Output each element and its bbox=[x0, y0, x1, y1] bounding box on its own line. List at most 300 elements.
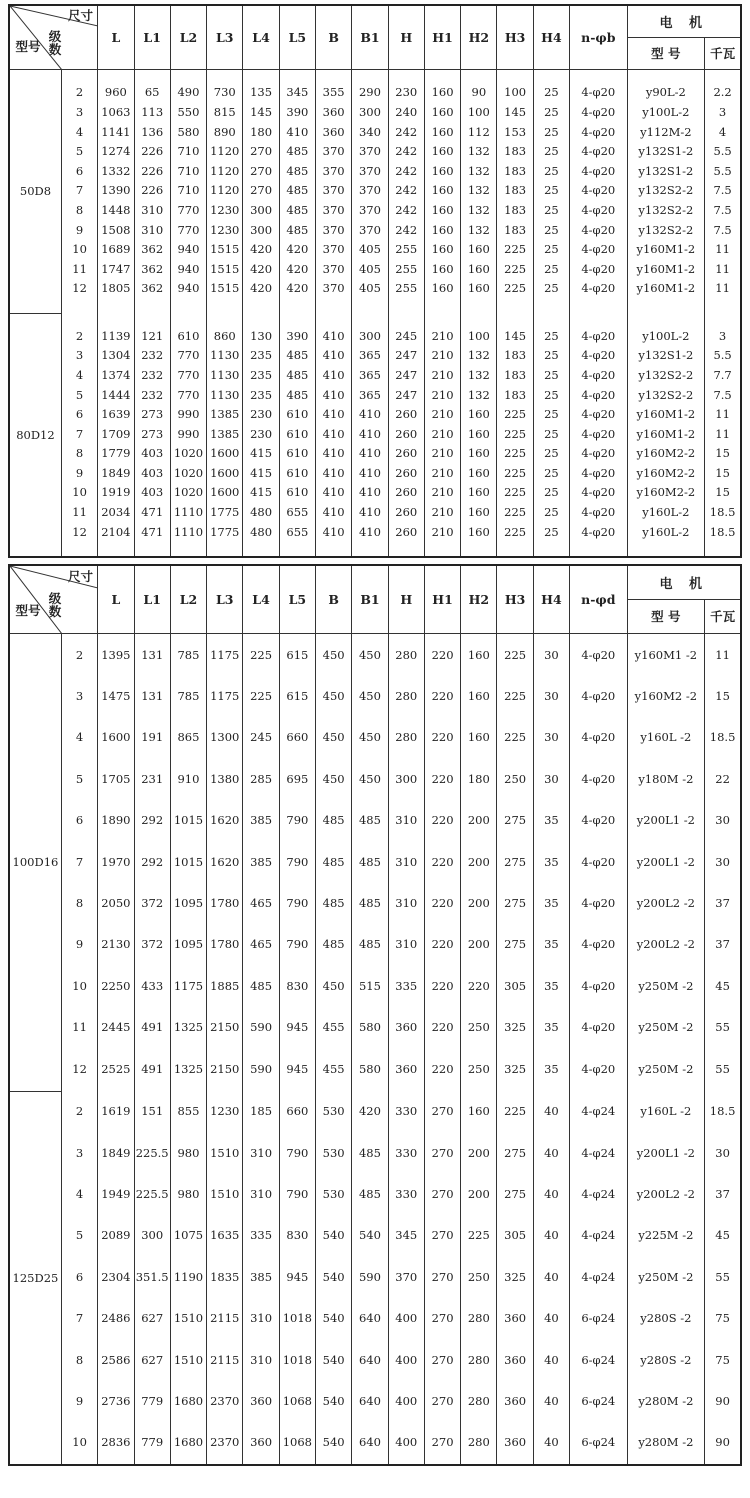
table-cell: y160M2-2 bbox=[636, 446, 696, 461]
table-cell: 183 bbox=[504, 387, 527, 402]
b1-column bbox=[352, 1091, 388, 1465]
table-cell: 255 bbox=[395, 261, 418, 276]
table-cell: 2.2 bbox=[713, 85, 732, 100]
table-cell: 210 bbox=[431, 387, 454, 402]
table-cell: 450 bbox=[322, 688, 345, 703]
table-cell: 450 bbox=[358, 730, 381, 745]
table-cell: 11 bbox=[715, 426, 730, 441]
table-cell: 330 bbox=[395, 1104, 418, 1119]
table-cell: y200L2 -2 bbox=[636, 1186, 695, 1201]
table-cell: 390 bbox=[286, 328, 309, 343]
table-cell: 1020 bbox=[173, 465, 204, 480]
table-cell: 403 bbox=[141, 485, 164, 500]
table-cell: 65 bbox=[144, 85, 160, 100]
table-cell: 5 bbox=[75, 771, 84, 786]
table-cell: 360 bbox=[322, 124, 345, 139]
table-cell: 225 bbox=[504, 446, 527, 461]
table-cell: 4-φ20 bbox=[581, 1061, 616, 1076]
table-cell: 330 bbox=[395, 1186, 418, 1201]
table-cell: 5 bbox=[75, 387, 84, 402]
table-cell: 40 bbox=[544, 1269, 559, 1284]
table-cell: 1395 bbox=[101, 647, 131, 662]
l5-column bbox=[279, 313, 315, 557]
table-cell: 240 bbox=[395, 105, 418, 120]
table-cell: 515 bbox=[358, 978, 381, 993]
table-cell: 1775 bbox=[210, 524, 240, 539]
table-cell: 260 bbox=[395, 524, 418, 539]
table-cell: 1508 bbox=[101, 222, 131, 237]
table-cell: 35 bbox=[544, 1061, 559, 1076]
table-cell: 45 bbox=[715, 1228, 730, 1243]
table-cell: 410 bbox=[322, 407, 345, 422]
col-header-l2: L2 bbox=[170, 5, 206, 69]
table-cell: 351.5 bbox=[135, 1269, 169, 1284]
stages-column bbox=[61, 633, 97, 1091]
table-cell: 25 bbox=[544, 348, 559, 363]
table-cell: 210 bbox=[431, 505, 454, 520]
table-cell: 225 bbox=[504, 647, 527, 662]
table-cell: 90 bbox=[715, 1394, 730, 1409]
table-cell: y250M -2 bbox=[638, 1020, 694, 1035]
table-cell: 370 bbox=[358, 222, 381, 237]
table-cell: 335 bbox=[250, 1228, 273, 1243]
table-cell: 360 bbox=[395, 1061, 418, 1076]
table-cell: y180M -2 bbox=[638, 771, 694, 786]
table-cell: 410 bbox=[322, 446, 345, 461]
table-cell: 627 bbox=[141, 1352, 164, 1367]
table-cell: 9 bbox=[75, 222, 84, 237]
table-cell: 1018 bbox=[282, 1352, 312, 1367]
table-cell: 2115 bbox=[210, 1352, 240, 1367]
table-cell: 242 bbox=[395, 163, 418, 178]
table-cell: 230 bbox=[395, 85, 418, 100]
corner-stages-label: 级数 bbox=[48, 591, 62, 619]
table-cell: 530 bbox=[322, 1145, 345, 1160]
table-cell: 1849 bbox=[101, 465, 131, 480]
table-cell: 491 bbox=[141, 1020, 164, 1035]
table-cell: 485 bbox=[322, 937, 345, 952]
table-cell: 40 bbox=[544, 1145, 559, 1160]
table-cell: 4-φ24 bbox=[581, 1145, 616, 1160]
table-cell: 131 bbox=[141, 647, 164, 662]
table-cell: 37 bbox=[715, 895, 730, 910]
table-cell: 230 bbox=[250, 426, 273, 441]
table-cell: 100 bbox=[467, 328, 490, 343]
table-cell: 4-φ20 bbox=[581, 978, 616, 993]
table-cell: 225 bbox=[504, 407, 527, 422]
bolts-column bbox=[570, 633, 627, 1091]
table-cell: 9 bbox=[75, 937, 84, 952]
table-cell: 615 bbox=[286, 647, 309, 662]
table-cell: 3 bbox=[718, 105, 727, 120]
col-header-h3: H3 bbox=[497, 5, 533, 69]
table-cell: 360 bbox=[395, 1020, 418, 1035]
table-cell: 370 bbox=[322, 203, 345, 218]
l5-column bbox=[279, 633, 315, 1091]
table-cell: 235 bbox=[250, 367, 273, 382]
table-cell: 450 bbox=[322, 978, 345, 993]
table-cell: 485 bbox=[286, 163, 309, 178]
bolts-column bbox=[570, 1091, 627, 1465]
motor-header: 电 机 bbox=[627, 5, 741, 37]
table-cell: 160 bbox=[467, 407, 490, 422]
table-cell: 305 bbox=[504, 978, 527, 993]
table-cell: 183 bbox=[504, 183, 527, 198]
table-cell: 100 bbox=[467, 105, 490, 120]
table-cell: 183 bbox=[504, 367, 527, 382]
table-cell: 270 bbox=[431, 1104, 454, 1119]
table-cell: 433 bbox=[141, 978, 164, 993]
table-cell: 4-φ20 bbox=[581, 1020, 616, 1035]
table-cell: 25 bbox=[544, 407, 559, 422]
table-cell: 4 bbox=[75, 1186, 84, 1201]
table-cell: 225 bbox=[504, 1104, 527, 1119]
table-cell: 1139 bbox=[101, 328, 131, 343]
table-cell: y200L2 -2 bbox=[636, 895, 695, 910]
table-cell: 25 bbox=[544, 387, 559, 402]
table-cell: 410 bbox=[322, 348, 345, 363]
table-cell: 1015 bbox=[173, 854, 204, 869]
model-cell: 125D25 bbox=[9, 1091, 61, 1465]
table-cell: 590 bbox=[250, 1061, 273, 1076]
table-cell: 300 bbox=[395, 771, 418, 786]
l-column bbox=[98, 1091, 134, 1465]
table-cell: 990 bbox=[177, 426, 200, 441]
table-cell: 75 bbox=[715, 1352, 730, 1367]
table-cell: 25 bbox=[544, 426, 559, 441]
table-cell: 30 bbox=[715, 813, 730, 828]
spec-table-bottom bbox=[8, 564, 742, 1466]
table-cell: 8 bbox=[75, 446, 84, 461]
table-cell: 145 bbox=[504, 328, 527, 343]
table-cell: 160 bbox=[431, 261, 454, 276]
col-header-l4: L4 bbox=[243, 565, 279, 633]
col-header-l4: L4 bbox=[243, 5, 279, 69]
table-cell: 160 bbox=[467, 730, 490, 745]
l-column bbox=[98, 69, 134, 313]
table-cell: 191 bbox=[141, 730, 164, 745]
table-cell: 655 bbox=[286, 524, 309, 539]
table-cell: 410 bbox=[358, 485, 381, 500]
col-header-l: L bbox=[98, 565, 134, 633]
table-cell: 610 bbox=[177, 328, 200, 343]
table-cell: 4-φ20 bbox=[581, 895, 616, 910]
table-cell: 280 bbox=[395, 730, 418, 745]
table-cell: 1475 bbox=[101, 688, 131, 703]
table-cell: 11 bbox=[72, 1020, 87, 1035]
table-cell: 615 bbox=[286, 688, 309, 703]
table-cell: 270 bbox=[431, 1435, 454, 1450]
table-cell: 2050 bbox=[101, 895, 131, 910]
h3-column bbox=[497, 69, 533, 313]
table-cell: 1110 bbox=[173, 524, 204, 539]
table-cell: 4-φ20 bbox=[581, 387, 616, 402]
table-cell: 4-φ20 bbox=[581, 446, 616, 461]
table-cell: 160 bbox=[467, 242, 490, 257]
table-cell: 2836 bbox=[101, 1435, 131, 1450]
table-cell: 18.5 bbox=[709, 505, 736, 520]
l5-column bbox=[279, 1091, 315, 1465]
l2-column bbox=[170, 313, 206, 557]
h-column bbox=[388, 633, 424, 1091]
table-cell: 232 bbox=[141, 387, 164, 402]
col-header-h: H bbox=[388, 565, 424, 633]
table-cell: 640 bbox=[358, 1435, 381, 1450]
table-cell: 30 bbox=[544, 730, 559, 745]
table-cell: 4-φ20 bbox=[581, 771, 616, 786]
table-cell: 779 bbox=[141, 1394, 164, 1409]
table-cell: 11 bbox=[715, 407, 730, 422]
table-cell: 132 bbox=[467, 183, 490, 198]
model-cell: 50D8 bbox=[9, 69, 61, 313]
table-cell: 4 bbox=[75, 124, 84, 139]
table-cell: 18.5 bbox=[709, 1104, 736, 1119]
table-cell: 610 bbox=[286, 465, 309, 480]
table-cell: 270 bbox=[431, 1352, 454, 1367]
table-cell: 231 bbox=[141, 771, 164, 786]
table-cell: 160 bbox=[431, 222, 454, 237]
table-cell: 4 bbox=[75, 730, 84, 745]
table-cell: 660 bbox=[286, 1104, 309, 1119]
table-cell: 40 bbox=[544, 1228, 559, 1243]
table-cell: y132S2-2 bbox=[638, 367, 694, 382]
table-cell: 1325 bbox=[173, 1020, 204, 1035]
table-cell: 370 bbox=[322, 242, 345, 257]
table-cell: 225 bbox=[504, 465, 527, 480]
table-cell: 540 bbox=[322, 1435, 345, 1450]
table-cell: 9 bbox=[75, 1394, 84, 1409]
table-cell: 362 bbox=[141, 261, 164, 276]
col-header-b: B bbox=[316, 565, 352, 633]
table-cell: 9 bbox=[75, 465, 84, 480]
h-column bbox=[388, 313, 424, 557]
table-cell: 1068 bbox=[282, 1394, 312, 1409]
table-cell: 7 bbox=[75, 183, 84, 198]
table-cell: 410 bbox=[322, 465, 345, 480]
table-cell: 450 bbox=[358, 647, 381, 662]
table-cell: 485 bbox=[358, 813, 381, 828]
table-cell: 200 bbox=[467, 854, 490, 869]
motor-power-header: 千瓦 bbox=[705, 37, 741, 69]
table-cell: 40 bbox=[544, 1311, 559, 1326]
table-cell: 25 bbox=[544, 465, 559, 480]
table-cell: 485 bbox=[286, 387, 309, 402]
table-cell: 370 bbox=[358, 144, 381, 159]
table-cell: 385 bbox=[250, 854, 273, 869]
table-cell: 25 bbox=[544, 203, 559, 218]
table-cell: 790 bbox=[286, 895, 309, 910]
table-cell: 370 bbox=[322, 144, 345, 159]
table-cell: y90L-2 bbox=[645, 85, 686, 100]
h4-column bbox=[533, 1091, 569, 1465]
table-cell: 2370 bbox=[210, 1394, 240, 1409]
table-cell: 4-φ20 bbox=[581, 124, 616, 139]
table-cell: 3 bbox=[718, 328, 727, 343]
table-cell: 485 bbox=[358, 895, 381, 910]
table-cell: 530 bbox=[322, 1104, 345, 1119]
table-cell: 580 bbox=[358, 1020, 381, 1035]
table-cell: y160M2 -2 bbox=[634, 688, 698, 703]
col-header-bolts: n-φb bbox=[570, 5, 627, 69]
table-cell: 25 bbox=[544, 505, 559, 520]
table-cell: 3 bbox=[75, 688, 84, 703]
table-cell: 132 bbox=[467, 367, 490, 382]
table-cell: 225 bbox=[504, 485, 527, 500]
table-cell: 7 bbox=[75, 1311, 84, 1326]
model-cell: 100D16 bbox=[9, 633, 61, 1091]
l1-column bbox=[134, 633, 170, 1091]
table-cell: 4-φ20 bbox=[581, 85, 616, 100]
table-cell: 12 bbox=[72, 524, 87, 539]
table-cell: 660 bbox=[286, 730, 309, 745]
table-cell: 770 bbox=[177, 222, 200, 237]
table-cell: 325 bbox=[504, 1020, 527, 1035]
table-cell: 540 bbox=[322, 1269, 345, 1284]
table-cell: 160 bbox=[467, 485, 490, 500]
table-cell: 410 bbox=[358, 524, 381, 539]
table-cell: 37 bbox=[715, 1186, 730, 1201]
table-cell: 135 bbox=[250, 85, 273, 100]
table-cell: 4-φ20 bbox=[581, 730, 616, 745]
table-cell: 1120 bbox=[210, 163, 240, 178]
table-cell: 275 bbox=[504, 813, 527, 828]
table-cell: 405 bbox=[358, 261, 381, 276]
table-cell: 151 bbox=[141, 1104, 164, 1119]
table-cell: 260 bbox=[395, 485, 418, 500]
table-cell: 4-φ20 bbox=[581, 328, 616, 343]
l3-column bbox=[207, 313, 243, 557]
table-cell: 372 bbox=[141, 895, 164, 910]
table-cell: 40 bbox=[544, 1104, 559, 1119]
table-cell: 485 bbox=[322, 813, 345, 828]
table-cell: 160 bbox=[431, 124, 454, 139]
table-cell: 25 bbox=[544, 222, 559, 237]
table-cell: 210 bbox=[431, 407, 454, 422]
h3-column bbox=[497, 313, 533, 557]
col-header-l3: L3 bbox=[207, 5, 243, 69]
table-cell: 225 bbox=[504, 505, 527, 520]
table-cell: 220 bbox=[431, 813, 454, 828]
table-cell: 1600 bbox=[210, 465, 240, 480]
table-cell: 55 bbox=[715, 1020, 730, 1035]
table-cell: 200 bbox=[467, 937, 490, 952]
table-cell: 185 bbox=[250, 1104, 273, 1119]
table-cell: 400 bbox=[395, 1394, 418, 1409]
table-cell: 210 bbox=[431, 485, 454, 500]
table-cell: 2130 bbox=[101, 937, 131, 952]
table-cell: 310 bbox=[395, 854, 418, 869]
table-cell: 385 bbox=[250, 1269, 273, 1284]
table-cell: 160 bbox=[467, 426, 490, 441]
table-cell: 360 bbox=[250, 1435, 273, 1450]
table-cell: 75 bbox=[715, 1311, 730, 1326]
table-cell: 450 bbox=[322, 771, 345, 786]
table-cell: y200L1 -2 bbox=[636, 813, 695, 828]
table-cell: 410 bbox=[358, 465, 381, 480]
table-cell: 415 bbox=[250, 446, 273, 461]
table-cell: 590 bbox=[250, 1020, 273, 1035]
col-header-h1: H1 bbox=[424, 565, 460, 633]
table-cell: 35 bbox=[544, 854, 559, 869]
table-cell: 450 bbox=[322, 647, 345, 662]
table-cell: 370 bbox=[322, 281, 345, 296]
table-cell: y132S1-2 bbox=[638, 144, 694, 159]
table-cell: 242 bbox=[395, 203, 418, 218]
table-cell: 540 bbox=[322, 1394, 345, 1409]
motor-type-header: 型 号 bbox=[627, 599, 705, 633]
table-cell: 790 bbox=[286, 1145, 309, 1160]
l4-column bbox=[243, 1091, 279, 1465]
h3-column bbox=[497, 1091, 533, 1465]
table-cell: 35 bbox=[544, 1020, 559, 1035]
col-header-h4: H4 bbox=[533, 5, 569, 69]
l4-column bbox=[243, 69, 279, 313]
table-cell: 1639 bbox=[101, 407, 131, 422]
table-cell: 35 bbox=[544, 813, 559, 828]
table-cell: 340 bbox=[358, 124, 381, 139]
table-cell: 1230 bbox=[210, 222, 240, 237]
h2-column bbox=[461, 1091, 497, 1465]
table-cell: 22 bbox=[715, 771, 730, 786]
table-cell: 410 bbox=[322, 505, 345, 520]
table-cell: 225 bbox=[250, 647, 273, 662]
table-cell: 1020 bbox=[173, 485, 204, 500]
table-cell: 790 bbox=[286, 813, 309, 828]
table-cell: 1635 bbox=[210, 1228, 240, 1243]
motor-power-header: 千瓦 bbox=[705, 599, 741, 633]
table-cell: 370 bbox=[358, 163, 381, 178]
table-cell: 2586 bbox=[101, 1352, 131, 1367]
table-cell: 226 bbox=[141, 144, 164, 159]
table-cell: 15 bbox=[715, 446, 730, 461]
table-cell: y160M1-2 bbox=[636, 242, 696, 257]
table-cell: 1620 bbox=[210, 813, 240, 828]
h2-column bbox=[461, 633, 497, 1091]
table-cell: 225 bbox=[504, 426, 527, 441]
table-cell: 300 bbox=[358, 328, 381, 343]
h-column bbox=[388, 69, 424, 313]
table-cell: 345 bbox=[395, 1228, 418, 1243]
h3-column bbox=[497, 633, 533, 1091]
b-column bbox=[316, 1091, 352, 1465]
table-cell: 385 bbox=[250, 813, 273, 828]
table-cell: 55 bbox=[715, 1061, 730, 1076]
table-cell: y160M1-2 bbox=[636, 407, 696, 422]
h4-column bbox=[533, 313, 569, 557]
table-cell: 1600 bbox=[101, 730, 131, 745]
table-cell: 335 bbox=[395, 978, 418, 993]
table-cell: 200 bbox=[467, 895, 490, 910]
col-header-h3: H3 bbox=[497, 565, 533, 633]
table-cell: 370 bbox=[395, 1269, 418, 1284]
table-cell: 410 bbox=[322, 387, 345, 402]
table-cell: y160M2-2 bbox=[636, 465, 696, 480]
table-cell: 860 bbox=[213, 328, 236, 343]
table-cell: 145 bbox=[504, 105, 527, 120]
table-cell: 410 bbox=[358, 505, 381, 520]
table-cell: 360 bbox=[250, 1394, 273, 1409]
table-cell: 370 bbox=[322, 163, 345, 178]
table-cell: 1130 bbox=[210, 387, 240, 402]
table-cell: 12 bbox=[72, 1061, 87, 1076]
table-cell: 1620 bbox=[210, 854, 240, 869]
table-cell: 590 bbox=[358, 1269, 381, 1284]
table-cell: 710 bbox=[177, 144, 200, 159]
table-cell: 490 bbox=[177, 85, 200, 100]
table-cell: 30 bbox=[715, 854, 730, 869]
table-cell: 300 bbox=[141, 1228, 164, 1243]
table-cell: y100L-2 bbox=[642, 105, 690, 120]
